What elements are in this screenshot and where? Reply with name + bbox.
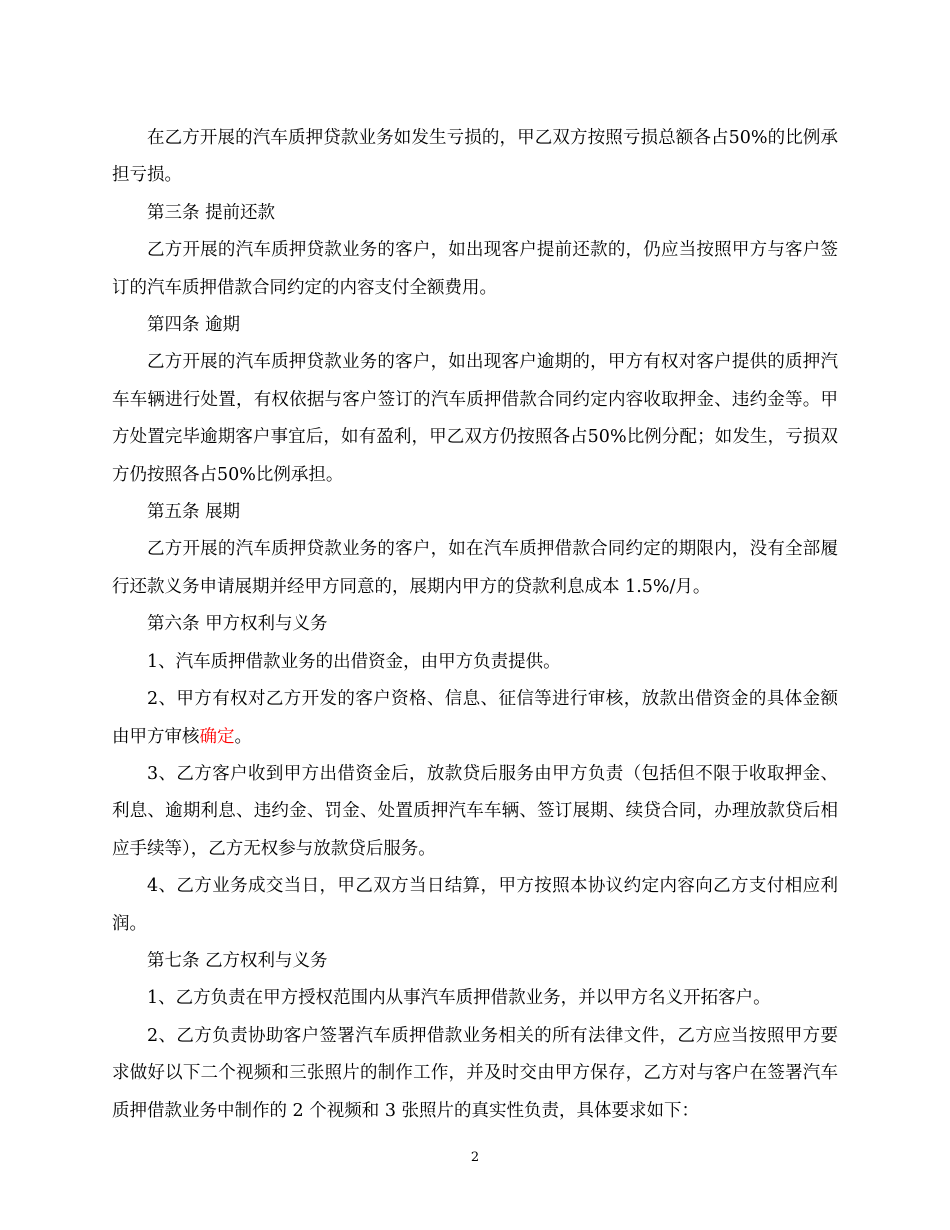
heading-article-5: 第五条 展期 xyxy=(147,502,241,523)
highlighted-word: 确定 xyxy=(199,726,235,747)
paragraph-loss-sharing: 在乙方开展的汽车质押贷款业务如发生亏损的，甲乙双方按照亏损总额各占50%的比例承担亏损。 xyxy=(112,128,838,186)
paragraph-party-a-item-2-end: 。 xyxy=(234,726,252,747)
paragraph-party-a-item-1: 1、汽车质押借款业务的出借资金，由甲方负责提供。 xyxy=(147,651,561,672)
paragraph-party-b-item-1: 1、乙方负责在甲方授权范围内从事汽车质押借款业务，并以甲方名义开拓客户。 xyxy=(147,988,771,1009)
paragraph-party-a-item-2 xyxy=(112,681,838,756)
paragraph-extension: 乙方开展的汽车质押贷款业务的客户，如在汽车质押借款合同约定的期限内，没有全部履行还款义务申请展期并经甲方同意的，展期内甲方的贷款利息成本 1.5%/月。 xyxy=(112,539,838,597)
paragraph-party-b-item-2: 2、乙方负责协助客户签署汽车质押借款业务相关的所有法律文件，乙方应当按照甲方要求做好以下二个视频和三张照片的制作工作，并及时交由甲方保存，乙方对与客户在签署汽车质押借款业务中制作的 2 个视频和 3 张照片的真实性负责，具体要求如下： xyxy=(112,1025,838,1121)
paragraph-party-a-item-3: 3、乙方客户收到甲方出借资金后，放款贷后服务由甲方负责（包括但不限于收取押金、利息、逾期利息、违约金、罚金、处置质押汽车车辆、签订展期、续贷合同，办理放款贷后相应手续等），乙方无权参与放款贷后服务。 xyxy=(112,763,838,859)
paragraph-early-repayment: 乙方开展的汽车质押贷款业务的客户，如出现客户提前还款的，仍应当按照甲方与客户签订的汽车质押借款合同约定的内容支付全额费用。 xyxy=(112,240,838,298)
page-number: 2 xyxy=(470,1150,480,1165)
paragraph-overdue: 乙方开展的汽车质押贷款业务的客户，如出现客户逾期的，甲方有权对客户提供的质押汽车车辆进行处置，有权依据与客户签订的汽车质押借款合同约定内容收取押金、违约金等。甲方处置完毕逾期客户事宜后，如有盈利，甲乙双方仍按照各占50%比例分配；如发生，亏损双方仍按照各占50%比例承担。 xyxy=(112,352,838,485)
heading-article-4: 第四条 逾期 xyxy=(147,315,241,336)
paragraph-party-a-item-4: 4、乙方业务成交当日，甲乙双方当日结算，甲方按照本协议约定内容向乙方支付相应利润。 xyxy=(112,876,838,934)
paragraph-party-a-item-2-text: 2、甲方有权对乙方开发的客户资格、信息、征信等进行审核，放款出借资金的具体金额由甲方审核 xyxy=(112,689,838,747)
heading-article-6: 第六条 甲方权利与义务 xyxy=(147,614,328,635)
heading-article-7: 第七条 乙方权利与义务 xyxy=(147,950,328,971)
heading-article-3: 第三条 提前还款 xyxy=(147,202,276,223)
